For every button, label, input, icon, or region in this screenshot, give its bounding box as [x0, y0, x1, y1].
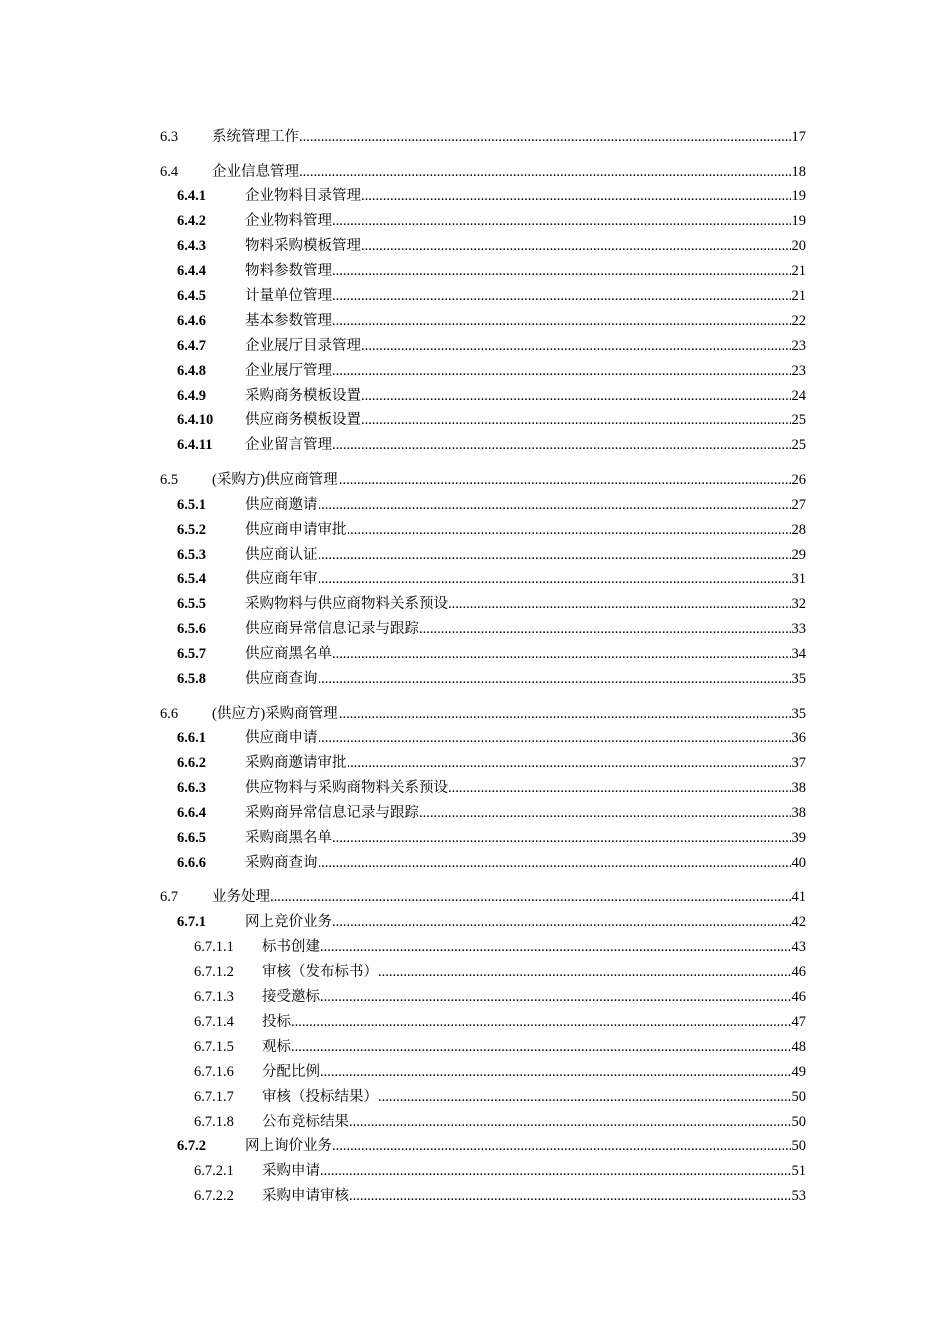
toc-entry[interactable]	[0, 435, 950, 455]
toc-entry[interactable]	[0, 495, 950, 515]
toc-entry-page-number: 20	[791, 238, 806, 254]
toc-entry-number: 6.5.2	[177, 522, 206, 538]
toc-entry-title: 分配比例	[262, 1064, 320, 1080]
toc-entry-number: 6.5.7	[177, 646, 206, 662]
toc-entry[interactable]	[0, 127, 950, 147]
toc-entry-title: 企业物料目录管理	[245, 188, 361, 204]
toc-entry-title: 基本参数管理	[245, 313, 332, 329]
toc-leader-dots	[212, 127, 806, 147]
toc-entry-number: 6.7.1.8	[194, 1114, 234, 1130]
toc-entry-page-number: 37	[791, 755, 806, 771]
toc-entry-title: (采购方)供应商管理	[212, 472, 338, 488]
toc-entry-page-number: 50	[791, 1138, 806, 1154]
toc-entry-title: 采购商异常信息记录与跟踪	[245, 805, 419, 821]
toc-entry[interactable]	[0, 1062, 950, 1082]
toc-entry-number: 6.7	[160, 889, 179, 905]
toc-entry-title: 采购商邀请审批	[245, 755, 347, 771]
toc-entry[interactable]	[0, 1037, 950, 1057]
toc-entry-title: 审核（发布标书）	[262, 964, 378, 980]
toc-entry[interactable]	[0, 778, 950, 798]
toc-entry-page-number: 19	[791, 188, 806, 204]
toc-entry-page-number: 40	[791, 855, 806, 871]
toc-entry-number: 6.4.11	[177, 437, 213, 453]
toc-leader-dots	[245, 853, 806, 873]
toc-entry-title: 系统管理工作	[212, 129, 299, 145]
toc-entry-page-number: 26	[791, 472, 806, 488]
toc-entry[interactable]	[0, 987, 950, 1007]
toc-entry[interactable]	[0, 1112, 950, 1132]
toc-entry[interactable]	[0, 828, 950, 848]
toc-entry-number: 6.7.2	[177, 1138, 206, 1154]
toc-entry[interactable]	[0, 1186, 950, 1206]
toc-entry-number: 6.4.4	[177, 263, 206, 279]
toc-entry-number: 6.4.9	[177, 388, 206, 404]
toc-entry-title: 采购商务模板设置	[245, 388, 361, 404]
toc-entry-title: 供应物料与采购商物料关系预设	[245, 780, 448, 796]
toc-entry[interactable]	[0, 853, 950, 873]
toc-entry-title: 接受邀标	[262, 989, 320, 1005]
toc-entry-number: 6.6.2	[177, 755, 206, 771]
toc-entry-number: 6.5.8	[177, 671, 206, 687]
toc-leader-dots	[262, 1037, 806, 1057]
toc-entry-page-number: 27	[791, 497, 806, 513]
toc-entry-page-number: 43	[791, 939, 806, 955]
toc-entry-title: 采购申请	[262, 1163, 320, 1179]
toc-entry-title: 供应商查询	[245, 671, 318, 687]
toc-entry-page-number: 32	[791, 596, 806, 612]
toc-entry-page-number: 41	[791, 889, 806, 905]
toc-entry-number: 6.4.6	[177, 313, 206, 329]
toc-entry[interactable]	[0, 386, 950, 406]
toc-entry-title: 采购申请审核	[262, 1188, 349, 1204]
toc-entry-page-number: 38	[791, 780, 806, 796]
toc-leader-dots	[245, 569, 806, 589]
toc-entry[interactable]	[0, 1161, 950, 1181]
toc-entry[interactable]	[0, 1087, 950, 1107]
toc-entry-number: 6.5.3	[177, 547, 206, 563]
toc-entry-number: 6.6.4	[177, 805, 206, 821]
toc-entry-title: (供应方)采购商管理	[212, 706, 338, 722]
toc-entry[interactable]	[0, 669, 950, 689]
toc-entry[interactable]	[0, 162, 950, 182]
toc-leader-dots	[262, 1062, 806, 1082]
toc-entry-number: 6.6	[160, 706, 179, 722]
toc-entry[interactable]	[0, 1012, 950, 1032]
toc-entry-number: 6.6.3	[177, 780, 206, 796]
toc-entry[interactable]	[0, 211, 950, 231]
toc-entry-title: 供应商异常信息记录与跟踪	[245, 621, 419, 637]
toc-entry[interactable]	[0, 569, 950, 589]
toc-entry-number: 6.4.10	[177, 412, 214, 428]
toc-entry-number: 6.7.1.3	[194, 989, 234, 1005]
toc-leader-dots	[245, 495, 806, 515]
toc-entry-page-number: 36	[791, 730, 806, 746]
toc-entry-page-number: 22	[791, 313, 806, 329]
toc-entry-page-number: 48	[791, 1039, 806, 1055]
toc-entry-page-number: 38	[791, 805, 806, 821]
toc-entry-number: 6.7.1	[177, 914, 206, 930]
toc-entry-page-number: 46	[791, 989, 806, 1005]
toc-entry-title: 投标	[262, 1014, 291, 1030]
toc-leader-dots	[245, 545, 806, 565]
toc-entry[interactable]	[0, 887, 950, 907]
toc-entry-number: 6.7.1.7	[194, 1089, 234, 1105]
toc-entry[interactable]	[0, 594, 950, 614]
toc-entry-page-number: 28	[791, 522, 806, 538]
toc-entry-title: 计量单位管理	[245, 288, 332, 304]
toc-entry-number: 6.4	[160, 164, 179, 180]
toc-entry-title: 审核（投标结果）	[262, 1089, 378, 1105]
toc-leader-dots	[245, 728, 806, 748]
toc-entry-title: 供应商务模板设置	[245, 412, 361, 428]
toc-entry-page-number: 33	[791, 621, 806, 637]
toc-entry[interactable]	[0, 1136, 950, 1156]
toc-entry[interactable]	[0, 361, 950, 381]
toc-entry-page-number: 53	[791, 1188, 806, 1204]
toc-entry-page-number: 51	[791, 1163, 806, 1179]
toc-entry-number: 6.4.3	[177, 238, 206, 254]
toc-entry-page-number: 31	[791, 571, 806, 587]
toc-entry-title: 观标	[262, 1039, 291, 1055]
toc-entry[interactable]	[0, 236, 950, 256]
toc-entry[interactable]	[0, 937, 950, 957]
toc-entry[interactable]	[0, 803, 950, 823]
toc-entry[interactable]	[0, 410, 950, 430]
toc-leader-dots	[262, 937, 806, 957]
toc-entry-title: 采购商查询	[245, 855, 318, 871]
toc-entry-page-number: 18	[791, 164, 806, 180]
toc-entry-number: 6.7.1.4	[194, 1014, 234, 1030]
toc-entry-title: 企业展厅管理	[245, 363, 332, 379]
toc-entry-page-number: 23	[791, 338, 806, 354]
toc-leader-dots	[262, 987, 806, 1007]
toc-entry-number: 6.6.6	[177, 855, 206, 871]
toc-entry[interactable]	[0, 311, 950, 331]
toc-entry-title: 企业展厅目录管理	[245, 338, 361, 354]
toc-entry-page-number: 35	[791, 706, 806, 722]
toc-entry[interactable]	[0, 704, 950, 724]
toc-entry-title: 标书创建	[262, 939, 320, 955]
toc-entry[interactable]	[0, 753, 950, 773]
toc-entry-page-number: 19	[791, 213, 806, 229]
toc-entry-number: 6.5.1	[177, 497, 206, 513]
toc-entry-number: 6.7.1.6	[194, 1064, 234, 1080]
toc-entry-title: 供应商黑名单	[245, 646, 332, 662]
toc-leader-dots	[245, 669, 806, 689]
toc-entry-page-number: 39	[791, 830, 806, 846]
toc-entry[interactable]	[0, 261, 950, 281]
toc-entry-title: 采购物料与供应商物料关系预设	[245, 596, 448, 612]
toc-entry[interactable]	[0, 644, 950, 664]
toc-entry-number: 6.5.6	[177, 621, 206, 637]
toc-entry-number: 6.7.1.2	[194, 964, 234, 980]
toc-entry-page-number: 35	[791, 671, 806, 687]
toc-entry-title: 业务处理	[212, 889, 270, 905]
toc-entry-number: 6.6.5	[177, 830, 206, 846]
toc-entry-title: 企业留言管理	[245, 437, 332, 453]
toc-entry-title: 采购商黑名单	[245, 830, 332, 846]
toc-entry[interactable]	[0, 545, 950, 565]
toc-entry-number: 6.4.5	[177, 288, 206, 304]
toc-entry-number: 6.7.2.2	[194, 1188, 234, 1204]
toc-entry-page-number: 23	[791, 363, 806, 379]
toc-entry-number: 6.7.2.1	[194, 1163, 234, 1179]
toc-entry-title: 供应商邀请	[245, 497, 318, 513]
toc-entry-page-number: 50	[791, 1114, 806, 1130]
toc-entry-number: 6.7.1.1	[194, 939, 234, 955]
toc-entry-page-number: 21	[791, 288, 806, 304]
toc-entry[interactable]	[0, 728, 950, 748]
toc-entry[interactable]	[0, 286, 950, 306]
toc-entry-page-number: 49	[791, 1064, 806, 1080]
toc-entry[interactable]	[0, 619, 950, 639]
toc-entry-page-number: 17	[791, 129, 806, 145]
toc-entry-page-number: 50	[791, 1089, 806, 1105]
toc-entry-title: 供应商申请	[245, 730, 318, 746]
toc-entry-title: 企业信息管理	[212, 164, 299, 180]
toc-entry-number: 6.4.8	[177, 363, 206, 379]
toc-entry-page-number: 47	[791, 1014, 806, 1030]
toc-leader-dots	[262, 1012, 806, 1032]
toc-entry-title: 网上询价业务	[245, 1138, 332, 1154]
toc-entry-number: 6.5	[160, 472, 179, 488]
toc-entry-page-number: 34	[791, 646, 806, 662]
toc-entry-title: 供应商认证	[245, 547, 318, 563]
toc-entry-page-number: 29	[791, 547, 806, 563]
toc-leader-dots	[212, 162, 806, 182]
toc-entry-page-number: 24	[791, 388, 806, 404]
toc-entry[interactable]	[0, 186, 950, 206]
toc-entry-page-number: 21	[791, 263, 806, 279]
toc-entry-number: 6.5.5	[177, 596, 206, 612]
toc-entry-number: 6.3	[160, 129, 179, 145]
toc-entry-title: 企业物料管理	[245, 213, 332, 229]
toc-entry-number: 6.7.1.5	[194, 1039, 234, 1055]
toc-entry-number: 6.4.7	[177, 338, 206, 354]
toc-leader-dots	[262, 1161, 806, 1181]
toc-leader-dots	[212, 887, 806, 907]
toc-entry-number: 6.4.2	[177, 213, 206, 229]
toc-entry-number: 6.5.4	[177, 571, 206, 587]
toc-entry-title: 公布竞标结果	[262, 1114, 349, 1130]
toc-entry-page-number: 25	[791, 412, 806, 428]
toc-entry-title: 物料参数管理	[245, 263, 332, 279]
toc-entry-title: 物料采购模板管理	[245, 238, 361, 254]
toc-entry-page-number: 42	[791, 914, 806, 930]
toc-entry-page-number: 25	[791, 437, 806, 453]
toc-entry[interactable]	[0, 520, 950, 540]
toc-entry-title: 供应商申请审批	[245, 522, 347, 538]
toc-entry-number: 6.4.1	[177, 188, 206, 204]
toc-entry-title: 网上竞价业务	[245, 914, 332, 930]
toc-entry[interactable]	[0, 470, 950, 490]
toc-entry-number: 6.6.1	[177, 730, 206, 746]
toc-entry[interactable]	[0, 912, 950, 932]
toc-entry[interactable]	[0, 336, 950, 356]
toc-entry[interactable]	[0, 962, 950, 982]
toc-entry-page-number: 46	[791, 964, 806, 980]
toc-entry-title: 供应商年审	[245, 571, 318, 587]
